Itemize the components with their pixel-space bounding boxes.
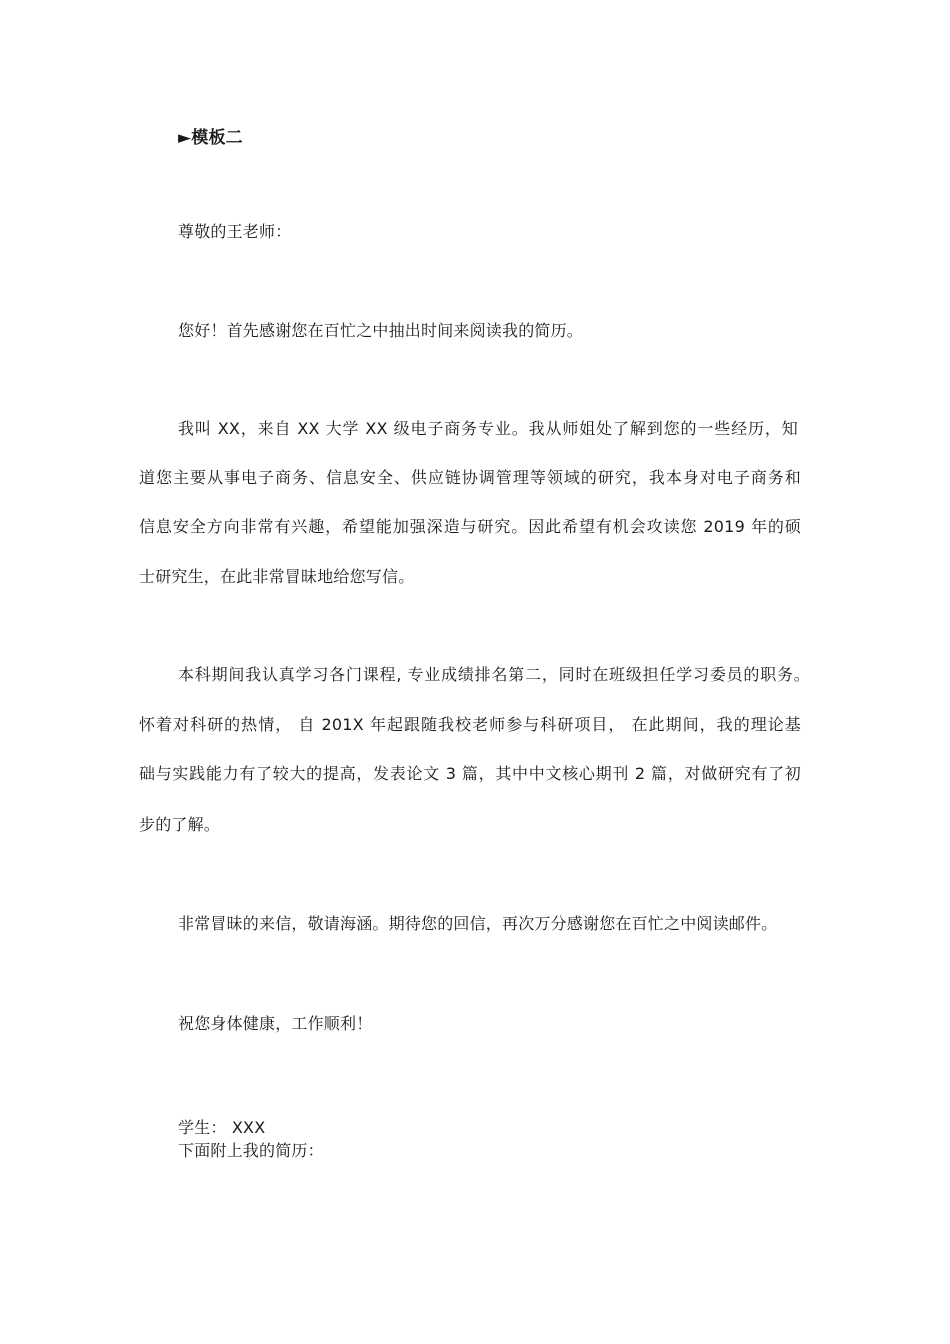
paragraph-line: 础与实践能力有了较大的提高，发表论文 3 篇，其中中文核心期刊 2 篇，对做研究有了初	[139, 764, 801, 783]
salutation: 尊敬的王老师：	[178, 222, 292, 241]
paragraph-line: 怀着对科研的热情， 自 201X 年起跟随我校老师参与科研项目， 在此期间，我的理论基	[139, 715, 801, 734]
paragraph-line: 信息安全方向非常有兴趣，希望能加强深造与研究。因此希望有机会攻读您 2019 年的硕	[139, 517, 801, 536]
paragraph-line: 道您主要从事电子商务、信息安全、供应链协调管理等领域的研究，我本身对电子商务和	[139, 468, 801, 487]
signature: 学生： XXX	[178, 1118, 266, 1137]
paragraph-line: 本科期间我认真学习各门课程, 专业成绩排名第二，同时在班级担任学习委员的职务。	[178, 665, 810, 684]
closing-apology: 非常冒昧的来信，敬请海涵。期待您的回信，再次万分感谢您在百忙之中阅读邮件。	[178, 914, 778, 933]
paragraph-line: 我叫 XX，来自 XX 大学 XX 级电子商务专业。我从师姐处了解到您的一些经历，知	[178, 419, 798, 438]
template-heading: ►模板二	[178, 128, 243, 148]
greeting: 您好！首先感谢您在百忙之中抽出时间来阅读我的简历。	[178, 321, 584, 340]
paragraph-line: 步的了解。	[139, 815, 221, 834]
attachment-note: 下面附上我的简历：	[178, 1141, 324, 1160]
closing-wishes: 祝您身体健康，工作顺利！	[178, 1014, 373, 1033]
paragraph-line: 士研究生，在此非常冒昧地给您写信。	[139, 567, 415, 586]
